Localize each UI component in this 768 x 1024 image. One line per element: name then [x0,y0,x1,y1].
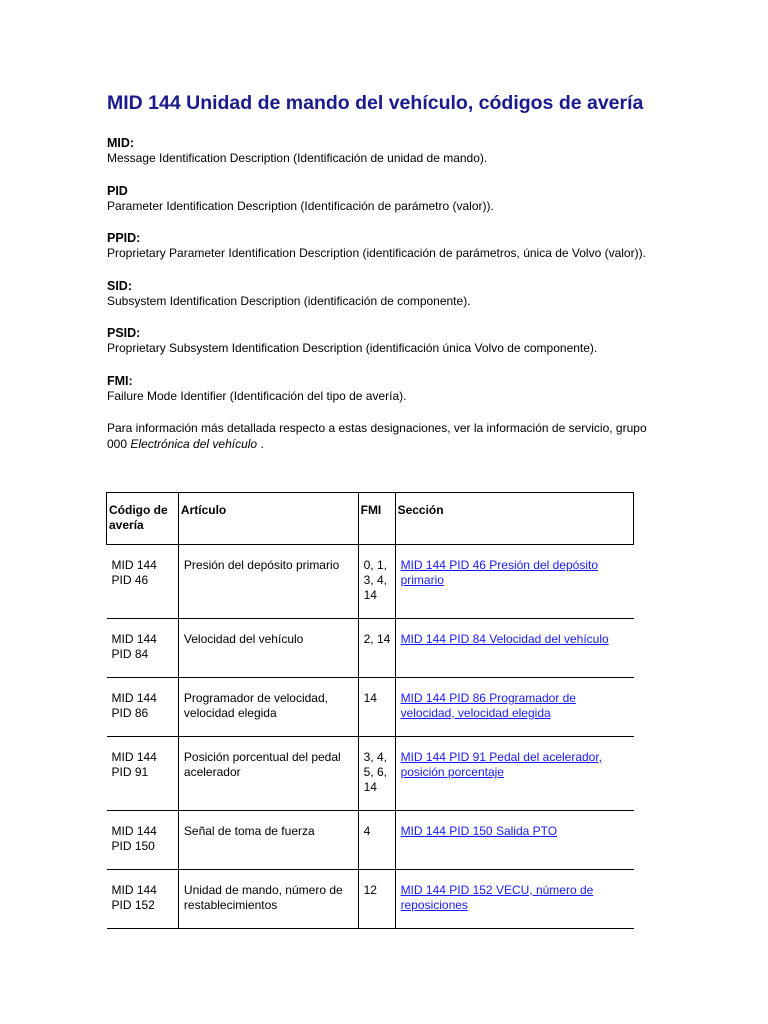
code-mid: MID 144 [111,824,157,838]
cell-section [395,811,633,870]
definition-description: Failure Mode Identifier (Identificación del tipo de avería). [107,388,407,403]
definition-term: PSID: [107,326,141,340]
table-row [107,737,634,811]
cell-code [107,811,179,870]
header-article: Artículo [178,493,358,545]
cell-fmi: 4 [358,811,395,870]
cell-article: Unidad de mando, número de restablecimientos [178,870,358,929]
page-title: MID 144 Unidad de mando del vehículo, códigos de avería [107,92,644,114]
cell-code [107,737,179,811]
code-mid: MID 144 [111,750,157,764]
code-pid: PID 152 [111,898,155,912]
code-mid: MID 144 [111,632,157,646]
cell-article: Programador de velocidad, velocidad elegida [178,678,358,737]
info-end: . [257,436,264,451]
definition-description: Proprietary Parameter Identification Description (identificación de parámetros, única de Volvo (valor)). [107,246,646,260]
cell-article: Posición porcentual del pedal acelerador [178,737,358,811]
definition-sid [107,279,647,310]
info-paragraph [107,421,647,452]
code-pid: PID 86 [111,706,149,720]
definition-fmi [107,374,647,405]
cell-code [107,545,179,619]
code-mid: MID 144 [111,691,157,705]
definition-description: Subsystem Identification Description (identificación de componente). [107,293,471,308]
header-section: Sección [395,493,633,545]
definition-psid [107,326,647,357]
cell-fmi: 14 [358,678,395,737]
table-row [107,811,634,870]
code-pid: PID 150 [111,839,155,853]
definition-pid [107,184,647,215]
definition-term: FMI: [107,373,133,388]
definition-term: PPID: [107,231,141,245]
cell-code [107,870,179,929]
info-text: Para información más detallada respecto a estas designaciones, ver la información de servicio, grupo 000 [107,421,647,451]
fault-codes-table [106,492,634,929]
cell-code [107,619,179,678]
definitions-list [107,136,647,404]
definition-ppid [107,231,647,262]
definition-term: MID: [107,136,135,150]
cell-section [395,870,633,929]
cell-article: Velocidad del vehículo [178,619,358,678]
section-link[interactable]: MID 144 PID 152 VECU, número de reposiciones [400,883,594,912]
table-row [107,619,634,678]
code-pid: PID 84 [111,647,149,661]
definition-mid [107,136,647,167]
cell-section [395,737,633,811]
section-link[interactable]: MID 144 PID 84 Velocidad del vehículo [400,632,609,646]
code-mid: MID 144 [111,883,157,897]
info-italic-reference: Electrónica del vehículo [130,436,258,451]
cell-fmi: 3, 4, 5, 6, 14 [358,737,395,811]
definition-term: SID: [107,278,132,293]
section-link[interactable]: MID 144 PID 46 Presión del depósito primario [400,558,599,587]
cell-article: Señal de toma de fuerza [178,811,358,870]
header-fmi: FMI [358,493,395,545]
cell-code [107,678,179,737]
cell-fmi: 2, 14 [358,619,395,678]
code-pid: PID 91 [111,765,149,779]
cell-section [395,678,633,737]
cell-fmi: 0, 1, 3, 4, 14 [358,545,395,619]
code-pid: PID 46 [111,573,149,587]
cell-fmi: 12 [358,870,395,929]
section-link[interactable]: MID 144 PID 91 Pedal del acelerador, posición porcentaje [400,750,603,779]
cell-article: Presión del depósito primario [178,545,358,619]
table-row [107,678,634,737]
document-body [107,90,647,452]
header-code: Código de avería [107,493,179,545]
cell-section [395,619,633,678]
definition-description: Parameter Identification Description (Identificación de parámetro (valor)). [107,198,494,213]
definition-description: Message Identification Description (Identificación de unidad de mando). [107,151,488,165]
table-header-row [107,493,634,545]
table-row [107,870,634,929]
code-mid: MID 144 [111,558,157,572]
section-link[interactable]: MID 144 PID 86 Programador de velocidad, velocidad elegida [400,691,576,720]
definition-term: PID [107,183,128,198]
section-link[interactable]: MID 144 PID 150 Salida PTO [400,824,558,838]
definition-description: Proprietary Subsystem Identification Description (identificación única Volvo de componente). [107,341,598,355]
cell-section [395,545,633,619]
table-row [107,545,634,619]
